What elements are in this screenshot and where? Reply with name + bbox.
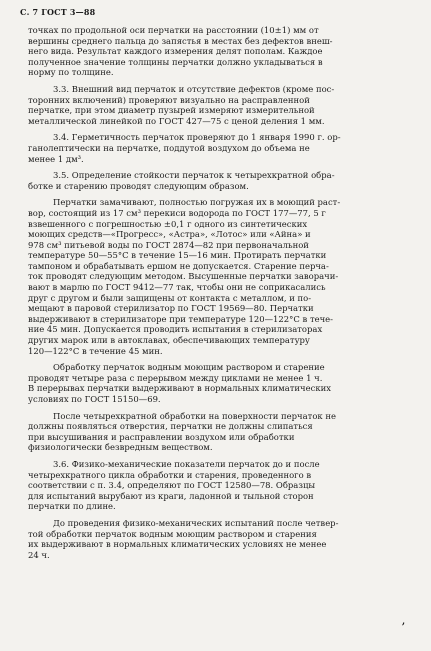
paragraph [28,197,410,356]
text-line: 3.6. Физико-механические показатели перчаток до и после [53,458,320,469]
text-line: ние 45 мин. Допускается проводить испытания в стерилизаторах [28,324,323,335]
text-line: 3.5. Определение стойкости перчаток к четырехкратной обра- [53,170,335,181]
text-line: друг с другом и были защищены от контакта с металлом, и по- [28,292,312,303]
text-line: полученное значение толщины перчатки должно укладываться в [28,56,323,67]
text-line: тампоном и обрабатывать ершом не допускается. Старение перча- [28,260,329,271]
text-line: должны появляться отверстия, перчатки не должны слипаться [28,421,313,432]
text-line: перчатки по длине. [28,501,116,512]
text-line: перчатке, при этом диаметр пузырей измеряют измерительной [28,105,315,116]
text-line: соответствии с п. 3.4, определяют по ГОСТ 12580—78. Образцы [28,480,316,491]
text-line: менее 1 дм³. [28,153,84,164]
text-line: металлической линейкой по ГОСТ 427—75 с ценой деления 1 мм. [28,115,325,126]
text-line: физиологически безвредным веществом. [28,442,213,453]
paragraph [28,170,410,191]
paragraph [28,84,410,126]
text-line: ганолептически на перчатке, поддутой воздухом до объема не [28,142,310,153]
paragraph [28,459,410,512]
page-header: С. 7 ГОСТ 3—88 [20,7,96,17]
text-line: моющих средств—«Прогресс», «Астра», «Лотос» или «Айна» и [28,229,311,240]
text-line: 120—122°С в течение 45 мин. [28,345,163,356]
text-line: 3.4. Герметичность перчаток проверяют до 1 января 1990 г. ор- [53,132,341,143]
text-line: для испытаний вырубают из краги, ладонной и тыльной сторон [28,490,314,501]
text-line: той обработки перчаток водным моющим раствором и старения [28,528,317,539]
paragraph [28,132,410,164]
text-line: ботке и старению проводят следующим образом. [28,180,249,191]
paragraph [28,25,410,78]
document-body [28,25,410,560]
text-line: условиях по ГОСТ 15150—69. [28,394,161,404]
text-line: выдерживают в стерилизаторе при температуре 120—122°С в тече- [28,313,334,324]
paragraph [28,518,410,560]
text-line: В перерывах перчатки выдерживают в нормальных климатических [28,383,331,394]
text-line: других марок или в автоклавах, обеспечивающих температуру [28,335,310,346]
text-line: проводят четыре раза с перерывом между циклами не менее 1 ч. [28,372,323,383]
paragraph [28,411,410,453]
text-line: норму по толщине. [28,67,114,78]
text-line: вают в марлю по ГОСТ 9412—77 так, чтобы они не соприкасались [28,282,326,293]
text-line: После четырехкратной обработки на поверхности перчаток не [53,410,336,421]
text-line: торонних включений) проверяют визуально на расправленной [28,94,310,105]
text-line: Обработку перчаток водным моющим раствором и старение [53,362,325,373]
text-line: 24 ч. [28,549,50,560]
text-line: температуре 50—55°С в течение 15—16 мин. Протирать перчатки [28,250,327,261]
text-line: при высушивания и расправлении воздухом или обработки [28,431,295,442]
text-line: точках по продольной оси перчатки на расстоянии (10±1) мм от [28,25,319,35]
text-line: четырехкратного цикла обработки и старения, проведенного в [28,469,312,480]
text-line: ток проводят следующим методом. Высушенные перчатки заворачи- [28,271,339,282]
text-line: вор, состоящий из 17 см³ перекиси водорода по ГОСТ 177—77, 5 г [28,207,326,218]
paragraph [28,362,410,404]
margin-mark: , [402,617,406,627]
text-line: 978 см³ питьевой воды по ГОСТ 2874—82 при первоначальной [28,239,309,250]
text-line: взвешенного с погрешностью ±0,1 г одного из синтетических [28,218,308,229]
text-line: вершины среднего пальца до запястья в местах без дефектов внеш- [28,35,333,46]
text-line: 3.3. Внешний вид перчаток и отсутствие дефектов (кроме пос- [53,83,335,94]
text-line: мещают в паровой стерилизатор по ГОСТ 19569—80. Перчатки [28,303,314,314]
text-line: Перчатки замачивают, полностью погружая их в моющий раст- [53,197,341,208]
text-line: их выдерживают в нормальных климатических условиях не менее [28,539,327,550]
text-line: него вида. Результат каждого измерения делят пополам. Каждое [28,46,323,57]
text-line: До проведения физико-механических испытаний после четвер- [53,517,339,528]
